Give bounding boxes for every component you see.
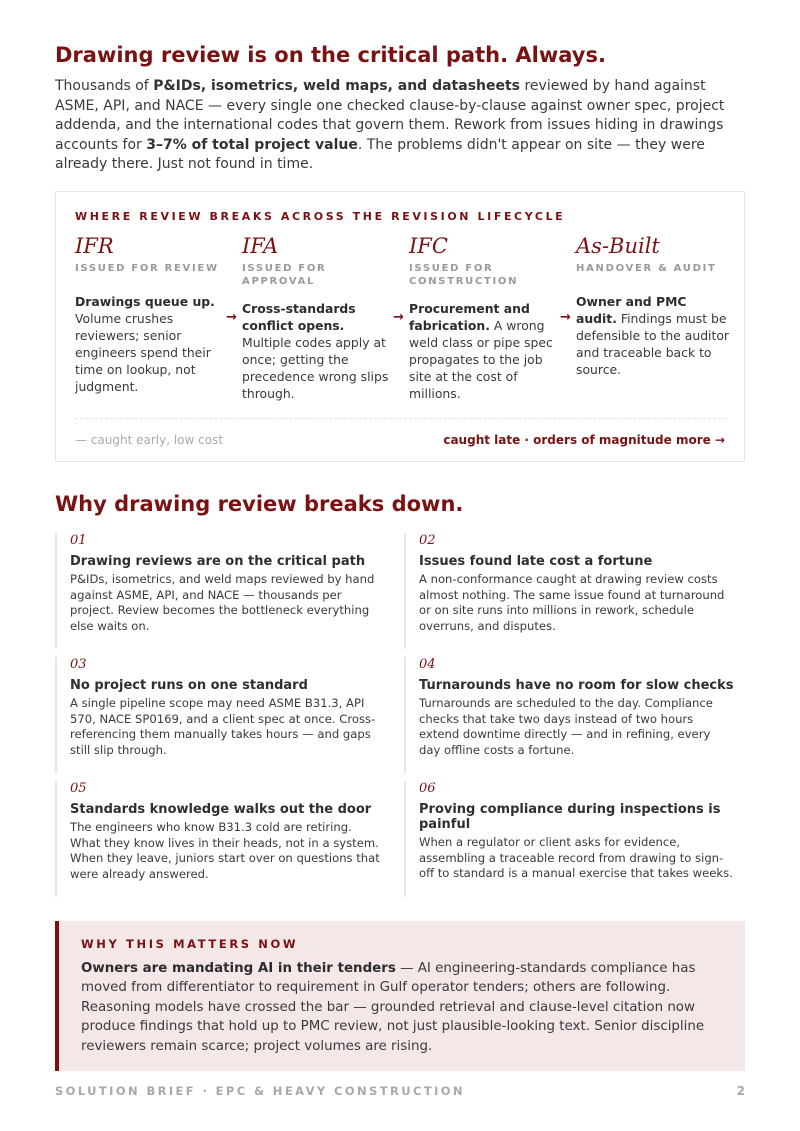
lifecycle-divider <box>75 418 726 419</box>
reason-body: A single pipeline scope may need ASME B31.3, API 570, NACE SP0169, and a client spec at once. Cross-referencing them manually takes hours — and gaps still slip through. <box>70 696 376 757</box>
stage-description <box>75 293 230 395</box>
reason-body: A non-conformance caught at drawing review costs almost nothing. The same issue found at turnaround or on site runs into millions in rework, schedule overruns, and disputes. <box>419 572 725 633</box>
lifecycle-early-note: — caught early, low cost <box>75 433 224 447</box>
callout-body <box>81 959 731 1056</box>
stage-subtitle: ISSUED FOR REVIEW <box>75 263 219 274</box>
reason-title: Issues found late cost a fortune <box>419 554 653 569</box>
stage-description <box>576 293 731 378</box>
lifecycle-late-note: caught late · orders of magnitude more → <box>443 433 725 447</box>
reason-card <box>404 781 734 897</box>
reason-card <box>55 533 385 649</box>
intro-bold-1: P&IDs, isometrics, weld maps, and datasheets <box>153 78 521 94</box>
stage-as-built <box>576 234 731 378</box>
reason-number: 06 <box>419 781 436 796</box>
reason-number: 01 <box>70 533 87 548</box>
reason-card <box>55 657 385 773</box>
stage-text: A wrong weld class or pipe spec propagates to the job site at the cost of millions. <box>409 318 553 401</box>
stage-lead: Drawings queue up. <box>75 294 215 309</box>
reason-title: Turnarounds have no room for slow checks <box>419 678 734 693</box>
intro-text-3: . The problems didn't appear on site — they were already there. Just not found in time. <box>55 136 705 172</box>
reason-number: 02 <box>419 533 436 548</box>
stage-ifa <box>242 234 397 402</box>
stage-text: Multiple codes apply at once; getting the precedence wrong slips through. <box>242 335 389 401</box>
page-title: Drawing review is on the critical path. Always. <box>55 43 606 67</box>
stage-lead: Owner and PMC audit. <box>576 294 687 326</box>
stage-abbr: As-Built <box>576 234 660 258</box>
stage-abbr: IFA <box>242 234 279 258</box>
arrow-right-icon: → <box>393 310 404 325</box>
callout-title: WHY THIS MATTERS NOW <box>81 937 299 951</box>
reason-number: 05 <box>70 781 87 796</box>
page-number: 2 <box>736 1084 745 1098</box>
lifecycle-panel <box>55 191 745 462</box>
reason-body: When a regulator or client asks for evidence, assembling a traceable record from drawing to sign-off to standard is a manual exercise that takes weeks. <box>419 835 733 881</box>
intro-paragraph <box>55 77 745 175</box>
stage-description <box>242 300 397 402</box>
stage-abbr: IFC <box>409 234 448 258</box>
reason-card <box>404 657 734 773</box>
stage-description <box>409 300 564 402</box>
reason-title: Proving compliance during inspections is painful <box>419 802 721 832</box>
reason-title: No project runs on one standard <box>70 678 308 693</box>
stage-lead: Cross-standards conflict opens. <box>242 301 356 333</box>
callout-text: — AI engineering-standards compliance has moved from differentiator to requirement in Gulf operator tenders; others are following. Reasoning models have crossed the bar — grounded retrieval and clause-level citation now produce findings that hold up to PMC review, not just plausible-looking text. Senior discipline reviewers remain scarce; project volumes are rising. <box>81 961 705 1054</box>
reason-body: Turnarounds are scheduled to the day. Compliance checks that take two days instead of two hours extend downtime directly — and in refining, every day offline costs a fortune. <box>419 696 713 757</box>
footer-label: SOLUTION BRIEF · EPC & HEAVY CONSTRUCTION <box>55 1084 465 1098</box>
why-now-callout <box>55 921 745 1071</box>
stage-ifr <box>75 234 230 395</box>
intro-bold-2: 3–7% of total project value <box>146 136 358 153</box>
reason-number: 04 <box>419 657 436 672</box>
reason-card <box>404 533 734 649</box>
stage-lead: Procurement and fabrication. <box>409 301 530 333</box>
stage-subtitle: ISSUED FOR APPROVAL <box>242 263 327 287</box>
stage-subtitle: ISSUED FOR CONSTRUCTION <box>409 263 519 287</box>
stage-subtitle: HANDOVER & AUDIT <box>576 263 717 274</box>
stage-abbr: IFR <box>75 234 114 258</box>
stage-text: Volume crushes reviewers; senior engineers spend their time on lookup, not judgment. <box>75 311 211 394</box>
arrow-right-icon: → <box>226 310 237 325</box>
reason-title: Standards knowledge walks out the door <box>70 802 372 817</box>
reason-body: P&IDs, isometrics, and weld maps reviewed by hand against ASME, API, and NACE — thousands per project. Review becomes the bottleneck everything else waits on. <box>70 572 375 633</box>
intro-text-2: reviewed by hand against ASME, API, and NACE — every single one checked clause-by-clause against owner spec, project addenda, and the international codes that govern them. Rework from issues hiding in drawings accounts for <box>55 78 725 153</box>
reason-number: 03 <box>70 657 87 672</box>
section-heading: Why drawing review breaks down. <box>55 492 464 516</box>
stage-ifc <box>409 234 564 402</box>
arrow-right-icon: → <box>560 310 571 325</box>
reason-card <box>55 781 385 897</box>
reason-title: Drawing reviews are on the critical path <box>70 554 366 569</box>
intro-text-1: Thousands of <box>55 78 154 94</box>
stage-text: Findings must be defensible to the auditor and traceable back to source. <box>576 311 730 377</box>
reason-body: The engineers who know B31.3 cold are retiring. What they know lives in their heads, not in a system. When they leave, juniors start over on questions that were already answered. <box>70 820 380 881</box>
callout-lead: Owners are mandating AI in their tenders <box>81 961 396 976</box>
lifecycle-title: WHERE REVIEW BREAKS ACROSS THE REVISION LIFECYCLE <box>75 210 566 223</box>
